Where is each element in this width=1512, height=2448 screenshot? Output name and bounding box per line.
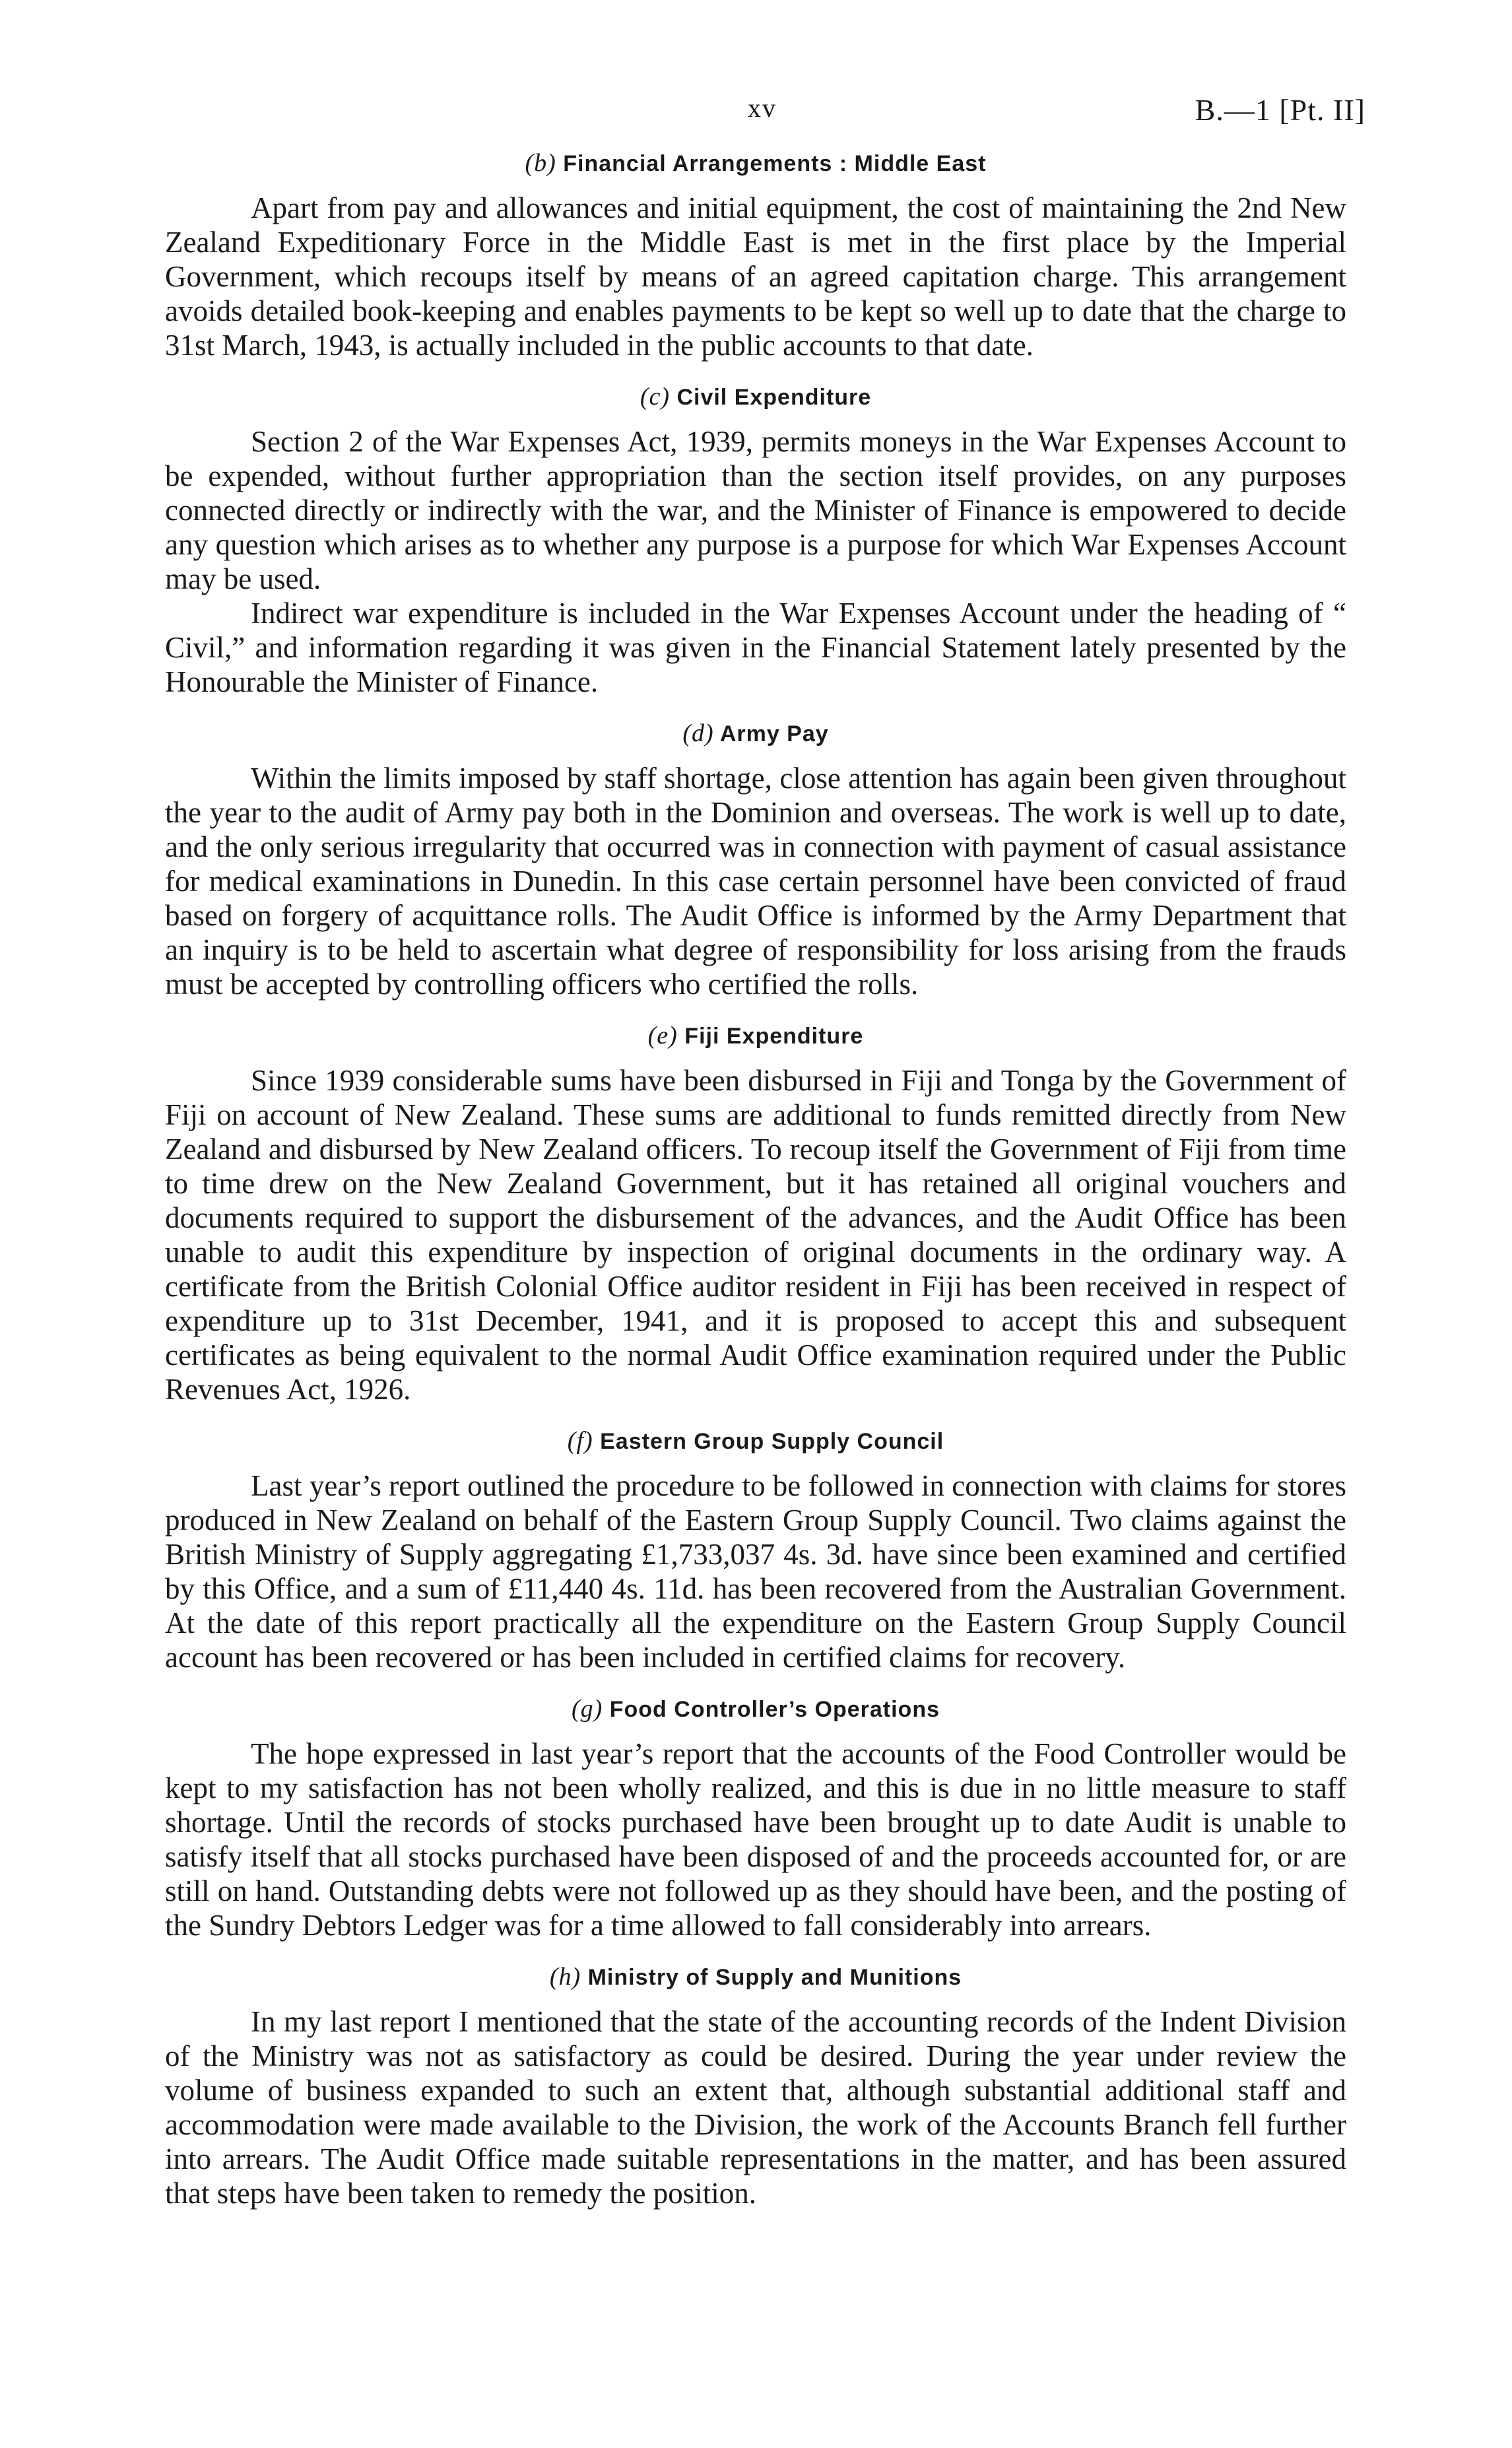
document-reference: B.—1 [Pt. II] — [1195, 93, 1365, 127]
section-mark: (g) — [571, 1695, 603, 1723]
paragraph: Apart from pay and allowances and initial equipment, the cost of maintaining the 2nd New Zealand Expeditionary Force in the Middle East is met in the first place by the Imperial Government, which recoups itself by means of an agreed capitation charge. This arrangement avoids detailed book-keeping and enables payments to be kept so well up to date that the charge to 31st March, 1943, is actually included in the public accounts to that date. — [165, 191, 1346, 362]
section-army-pay — [165, 719, 1346, 1001]
paragraph: Within the limits imposed by staff shortage, close attention has again been given throughout the year to the audit of Army pay both in the Dominion and overseas. The work is well up to date, and the only serious irregularity that occurred was in connection with payment of casual assistance for medical examinations in Dunedin. In this case certain personnel have been convicted of fraud based on forgery of acquittance rolls. The Audit Office is informed by the Army Department that an inquiry is to be held to ascertain what degree of responsibility for loss arising from the frauds must be accepted by controlling officers who certified the rolls. — [165, 762, 1346, 1001]
section-heading — [165, 1962, 1346, 1991]
paragraph: Indirect war expenditure is included in the War Expenses Account under the heading of “ Civil,” and information regarding it was given in the Financial Statement lately presented by the Honourable the Minister of Finance. — [165, 597, 1346, 698]
document-body — [165, 149, 1346, 2230]
section-title: Civil Expenditure — [676, 385, 872, 410]
section-heading — [165, 1426, 1346, 1455]
section-mark: (e) — [647, 1022, 678, 1049]
section-heading — [165, 719, 1346, 748]
paragraph: In my last report I mentioned that the state of the accounting records of the Indent Division of the Ministry was not as satisfactory as could be desired. During the year under review the volume of business expanded to such an extent that, although substantial additional staff and accommodation were made available to the Division, the work of the Accounts Branch fell further into arrears. The Audit Office made suitable representations in the matter, and has been assured that steps have been taken to remedy the position. — [165, 2005, 1346, 2210]
section-title: Ministry of Supply and Munitions — [587, 1965, 962, 1990]
section-civil-expenditure — [165, 382, 1346, 699]
section-heading — [165, 1694, 1346, 1723]
section-eastern-group-supply-council — [165, 1426, 1346, 1674]
paragraph: Section 2 of the War Expenses Act, 1939, permits moneys in the War Expenses Account to be expended, without further appropriation than the section itself provides, on any purposes connected directly or indirectly with the war, and the Minister of Finance is empowered to decide any question which arises as to whether any purpose is a purpose for which War Expenses Account may be used. — [165, 425, 1346, 595]
section-mark: (h) — [549, 1963, 581, 1991]
section-mark: (f) — [567, 1427, 593, 1455]
section-mark: (b) — [525, 149, 556, 177]
section-heading — [165, 1021, 1346, 1050]
section-fiji-expenditure — [165, 1021, 1346, 1406]
section-ministry-of-supply — [165, 1962, 1346, 2210]
paragraph: Since 1939 considerable sums have been disbursed in Fiji and Tonga by the Government of Fiji on account of New Zealand. These sums are additional to funds remitted directly from New Zealand and disbursed by New Zealand officers. To recoup itself the Government of Fiji from time to time drew on the New Zealand Government, but it has retained all original vouchers and documents required to support the disbursement of the advances, and the Audit Office has been unable to audit this expenditure by inspection of original documents in the ordinary way. A certificate from the British Colonial Office auditor resident in Fiji has been received in respect of expenditure up to 31st December, 1941, and it is proposed to accept this and subsequent certificates as being equivalent to the normal Audit Office examination required under the Public Revenues Act, 1926. — [165, 1064, 1346, 1406]
paragraph: The hope expressed in last year’s report that the accounts of the Food Controller would be kept to my satisfaction has not been wholly realized, and this is due in no little measure to staff shortage. Until the records of stocks purchased have been brought up to date Audit is unable to satisfy itself that all stocks purchased have been disposed of and the proceeds accounted for, or are still on hand. Outstanding debts were not followed up as they should have been, and the posting of the Sundry Debtors Ledger was for a time allowed to fall considerably into arrears. — [165, 1737, 1346, 1942]
section-title: Fiji Expenditure — [684, 1024, 864, 1049]
section-title: Army Pay — [719, 721, 829, 746]
paragraph: Last year’s report outlined the procedure to be followed in connection with claims for stores produced in New Zealand on behalf of the Eastern Group Supply Council. Two claims against the British Ministry of Supply aggregating £1,733,037 4s. 3d. have since been examined and certified by this Office, and a sum of £11,440 4s. 11d. has been recovered from the Australian Government. At the date of this report practically all the expenditure on the Eastern Group Supply Council account has been recovered or has been included in certified claims for recovery. — [165, 1469, 1346, 1674]
section-financial-arrangements — [165, 149, 1346, 362]
section-title: Food Controller’s Operations — [609, 1697, 940, 1722]
section-title: Eastern Group Supply Council — [600, 1429, 944, 1454]
section-food-controller — [165, 1694, 1346, 1942]
section-heading — [165, 382, 1346, 411]
section-mark: (c) — [640, 383, 670, 411]
section-heading — [165, 149, 1346, 178]
section-title: Financial Arrangements : Middle East — [563, 151, 987, 176]
section-mark: (d) — [682, 719, 714, 747]
page-number: xv — [748, 93, 777, 123]
